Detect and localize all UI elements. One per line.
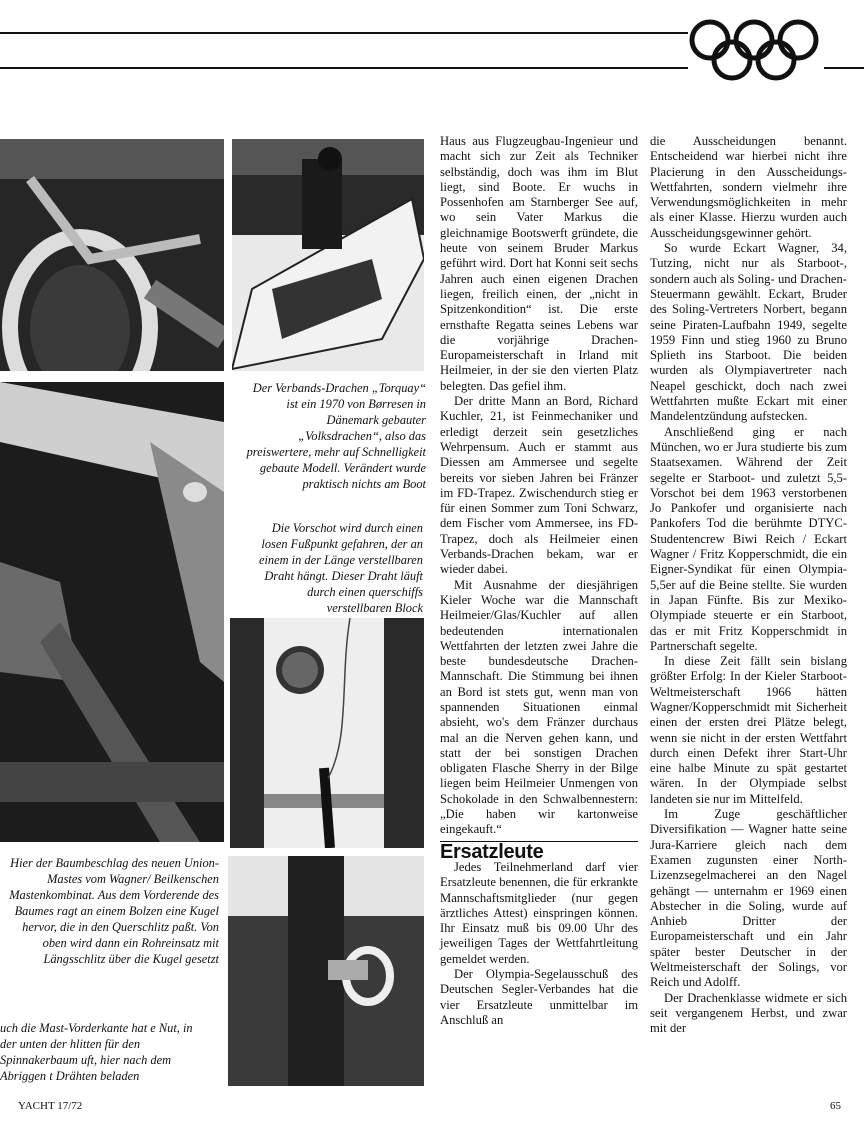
paragraph: Der Drachenklasse widmete er sich seit vergangenem Herbst, und zwar mit der [650, 990, 847, 1036]
paragraph: Haus aus Flugzeugbau-Ingenieur und macht sich zur Zeit als Techniker selbständig, doch was ihm im Blut liegt, sind Boote. Er wuchs in Possenhofen am Starnberger See auf, wo sein Vater Markus die gleichnamige Bootswerft gründete, die heute von seinem Bruder Markus geführt wird. Dort hat Konni seit sechs Jahren auch einen eigenen Drachen liegen, freilich einen, der „nicht in Spitzenkondition“ ist. Die erste ernsthafte Regatta seines Lebens war die vorjährige Drachen-Europameisterschaft in Irland mit Heilmeier, in der sie den vierten Platz belegten. Das gefiel ihm. [440, 134, 638, 393]
caption-vorschot: Die Vorschot wird durch einen losen Fußpunkt gefahren, der an einem in der Länge verstellbaren Draht hängt. Dieser Draht läuft durch einen querschiffs verstellbaren Block [258, 521, 423, 615]
caption-baum: Hier der Baumbeschlag des neuen Union-Mastes vom Wagner/ Beilkenschen Mastenkombinat. Aus dem Vorderende des Baumes ragt an einem Bolzen eine Kugel hervor, die in den Querschlitz paßt. Von oben wird dann ein Rohreinsatz mit Längsschlitz über die Kugel gesetzt [9, 856, 219, 966]
footer-page-number: 65 [830, 1100, 841, 1112]
caption-mast: uch die Mast-Vorderkante hat e Nut, in der unten der hlitten für den Spinnakerbaum uft, hier nach dem Abriggen t Drähten beladen [0, 1021, 193, 1083]
paragraph: Anschließend ging er nach München, wo er Jura studierte bis zum Staatsexamen. Während der Zeit segelte er Starboot- und zuletzt 5,5-Vorschot bei dem 1963 verstorbenen Jo Pankofer und organisierte nach Pankofers Tod die berühmte DTYC-Studentencrew Biwi Reich / Eckart Wagner / Fritz Kopperschmidt, die ein Eigner-Syndikat für einen Olympia-5,5er auf die Beine stellte. Sie wurden in Japan Fünfte. Bis zur Mexiko-Olympiade steuerte er ein Starboot, das er mit Fritz Kopperschmidt in Partnerschaft segelte. [650, 424, 847, 653]
photo-tiller-wheel [0, 139, 224, 371]
paragraph: Jedes Teilnehmerland darf vier Ersatzleute benennen, die für erkrankte Mannschaftsmitglieder (nur gegen ärztliches Attest) einspringen können. Ihr Einsatz muß bis 09.00 Uhr des jeweiligen Tages der Wettfahrtleitung gemeldet werden. [440, 859, 638, 966]
header-rule-top [0, 32, 690, 34]
photo-boat-torquay [232, 139, 424, 371]
text-column-1 [440, 134, 638, 1028]
photo-cockpit-interior [0, 382, 224, 842]
olympic-rings-icon [688, 18, 824, 84]
paragraph: Mit Ausnahme der diesjährigen Kieler Woche war die Mannschaft Heilmeier/Glas/Kuchler auf allen bedeutenden internationalen Wettfahrten der letzten zwei Jahre die beste bundesdeutsche Drachen-Mannschaft. Die Stimmung bei ihnen an Bord ist stets gut, wenn man von spannenden Situationen einmal absieht, wo's dem Fränzer durchaus mal an die Nerven gehen kann, und statt der bei sonstigen Drachen obligaten Flasche Sherry in der Bilge liegen beim Heilmeier Unmengen von Schokolade in den Schwalbennestern: „Die haben wir kartonweise eingekauft.“ [440, 577, 638, 837]
section-heading: Ersatzleute [440, 840, 544, 863]
photo-mast-clamp [228, 856, 424, 1086]
text-column-2 [650, 134, 847, 1037]
paragraph: Der dritte Mann an Bord, Richard Kuchler, 21, ist Feinmechaniker und erledigt derzeit sein gesetzliches Wehrpensum. Auch er stammt aus Diessen am Ammersee und segelte bereits vor sieben Jahren bei Fränzer im FD-Trapez. Zwischendurch stieg er für einen Sommer zum Toni Schwarz, dem Fischer vom Ammersee, ins FD-Trapez, doch als Heilmeier einen Verbands-Drachen bekam, war er wieder dabei. [440, 394, 638, 577]
paragraph: die Ausscheidungen benannt. Entscheidend war hierbei nicht ihre Placierung in den Ausscheidungs-Wettfahrten, sondern vielmehr ihre Verwendungsmöglichkeiten in mehr als einer Klasse. Hierzu wurden auch Ausscheidungsgewinner gehört. [650, 134, 847, 240]
paragraph: So wurde Eckart Wagner, 34, Tutzing, nicht nur als Starboot-, sondern auch als Soling- und Drachen-Steuermann gewählt. Eckart, Bruder des Soling-Vertreters Norbert, begann seine Piraten-Laufbahn 1949, segelte 1959 Finn und stieg 1960 zu Bruno Splieth ins Starboot. Die beiden wurden als Olympiavertreter nach Neapel geschickt, doch nach zwei Wettfahrten mußte Eckart mit einer Mandelentzündung aufstecken. [650, 241, 847, 424]
paragraph: In diese Zeit fällt sein bislang größter Erfolg: In der Kieler Starboot-Weltmeisterschaft 1966 hätten Wagner/Kopperschmidt mit Sicherheit einen der ersten drei Plätze belegt, wenn sie nicht in der ersten Wettfahrt durch einen Defekt ihrer Start-Uhr eine halbe Minute zu spät gestartet wären. In der Olympiade selbst landeten sie nur im Mittelfeld. [650, 654, 847, 806]
caption-torquay: Der Verbands-Drachen „Torquay“ ist ein 1970 von Børresen in Dänemark gebauter „Volksdrachen“, also das preiswertere, mehr auf Schnelligkeit gebaute Modell. Verändert wurde praktisch nichts am Boot [246, 381, 426, 491]
photo-fitting-dial [230, 618, 424, 848]
footer-magazine: YACHT 17/72 [18, 1100, 83, 1112]
paragraph: Der Olympia-Segelausschuß des Deutschen Segler-Verbandes hat die vier Ersatzleute unmittelbar im Anschluß an [440, 967, 638, 1027]
paragraph: Im Zuge geschäftlicher Diversifikation — Wagner hatte seine Jura-Karriere gleich nach dem Examen zugunsten einer North-Lizenzsegelmacherei an den Nagel gehängt — unternahm er 1969 einen Abstecher in die Soling, wurde auf Anhieb Dritter der Europameisterschaft und ein Jahr später bester Deutscher in der Weltmeisterschaft der Solings, vor Reich und Adolff. [650, 807, 847, 990]
